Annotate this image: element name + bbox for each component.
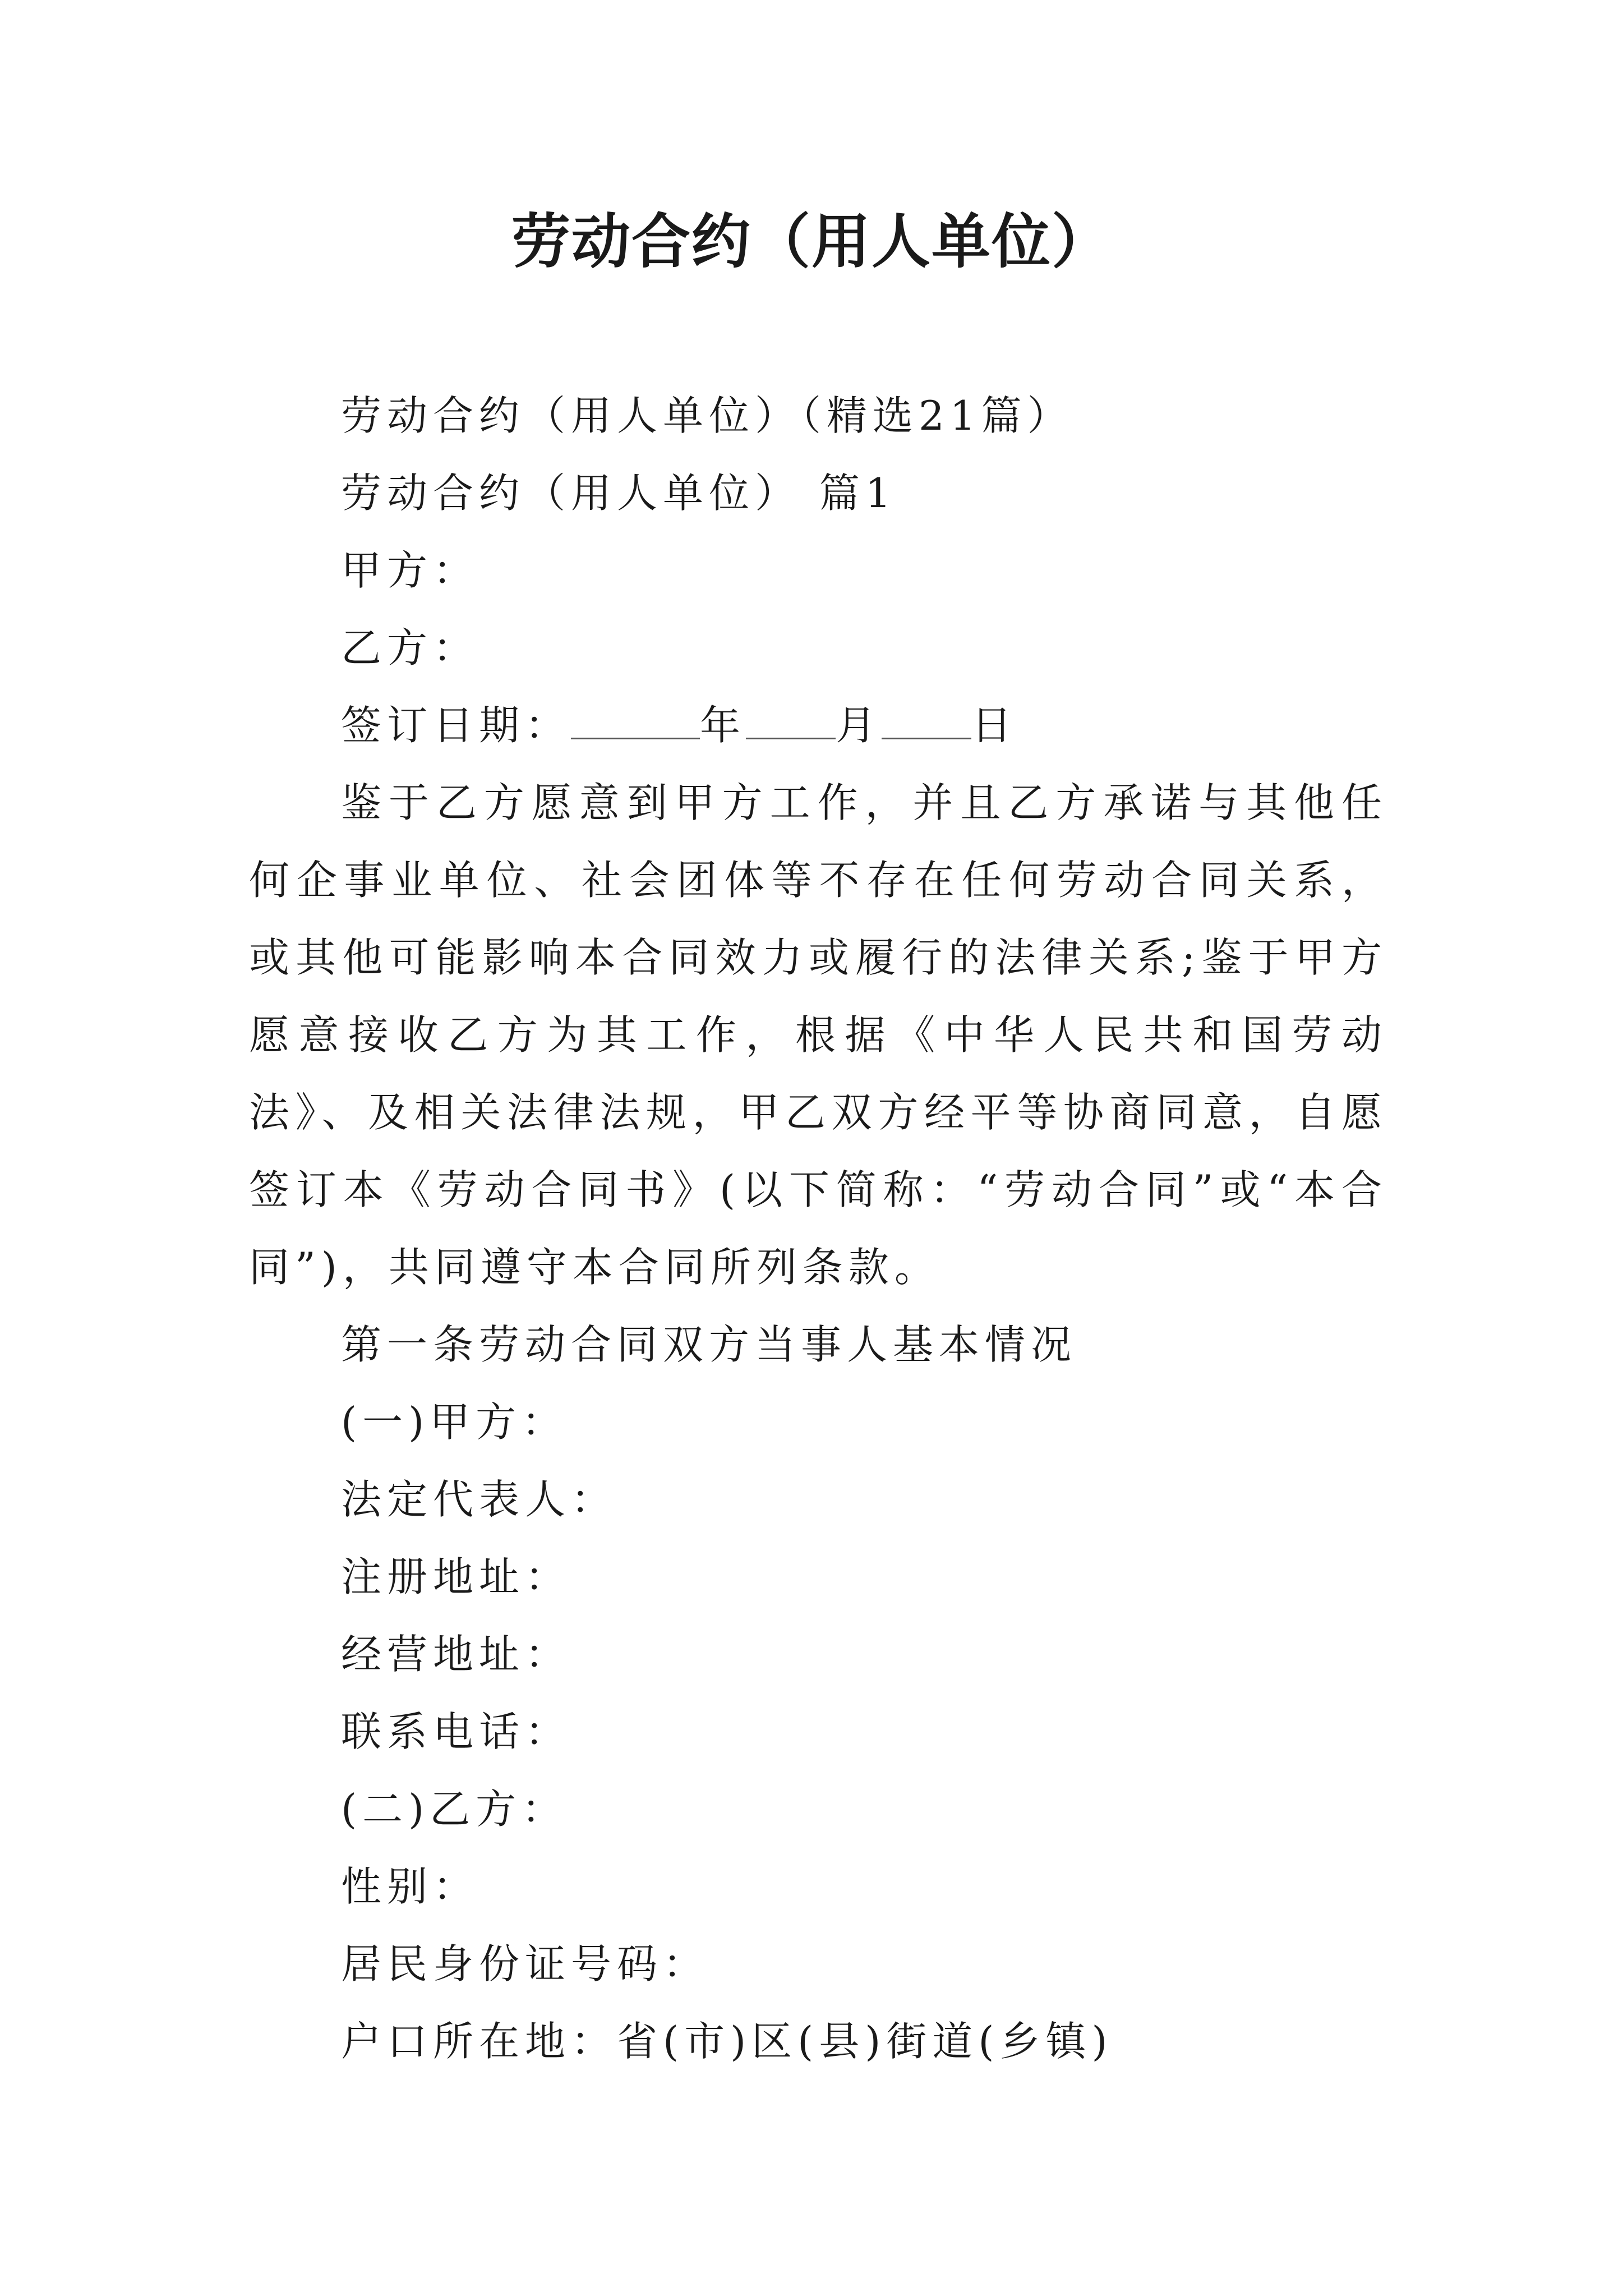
legal-representative-line: 法定代表人：	[341, 1476, 617, 1523]
day-label: 日	[971, 702, 1018, 749]
year-label: 年	[700, 702, 746, 749]
contact-phone-line: 联系电话：	[341, 1708, 571, 1755]
party-b-line: 乙方：	[341, 624, 479, 671]
party-b-subheading: (二)乙方：	[341, 1786, 568, 1833]
document-title: 劳动合约（用人单位）	[511, 206, 1112, 276]
article-one-heading: 第一条劳动合同双方当事人基本情况	[341, 1321, 1077, 1368]
sign-date-line	[249, 687, 1387, 764]
household-registration-line: 户口所在地：省(市)区(县)街道(乡镇)	[341, 2018, 1113, 2065]
year-blank	[571, 704, 700, 739]
month-blank	[746, 704, 836, 739]
sign-date-label: 签订日期：	[341, 702, 571, 749]
day-blank	[882, 704, 971, 739]
intro-paragraph: 鉴于乙方愿意到甲方工作，并且乙方承诺与其他任何企事业单位、社会团体等不存在任何劳动合同关系，或其他可能影响本合同效力或履行的法律关系;鉴于甲方愿意接收乙方为其工作，根据《中华人民共和国劳动法》、及相关法律法规，甲乙双方经平等协商同意，自愿签订本《劳动合同书》(以下简称：“劳动合同”或“本合同”)，共同遵守本合同所列条款。	[249, 779, 1387, 1291]
party-a-line: 甲方：	[341, 547, 479, 594]
id-number-line: 居民身份证号码：	[341, 1940, 709, 1987]
party-a-subheading: (一)甲方：	[341, 1398, 568, 1446]
paragraph-section-heading: 劳动合约（用人单位） 篇1	[341, 470, 897, 517]
paragraph-subtitle: 劳动合约（用人单位）（精选21篇）	[341, 392, 1073, 439]
gender-line: 性别：	[341, 1863, 479, 1910]
business-address-line: 经营地址：	[341, 1631, 571, 1678]
month-label: 月	[836, 702, 882, 749]
document-body	[249, 377, 1387, 2080]
registered-address-line: 注册地址：	[341, 1553, 571, 1600]
